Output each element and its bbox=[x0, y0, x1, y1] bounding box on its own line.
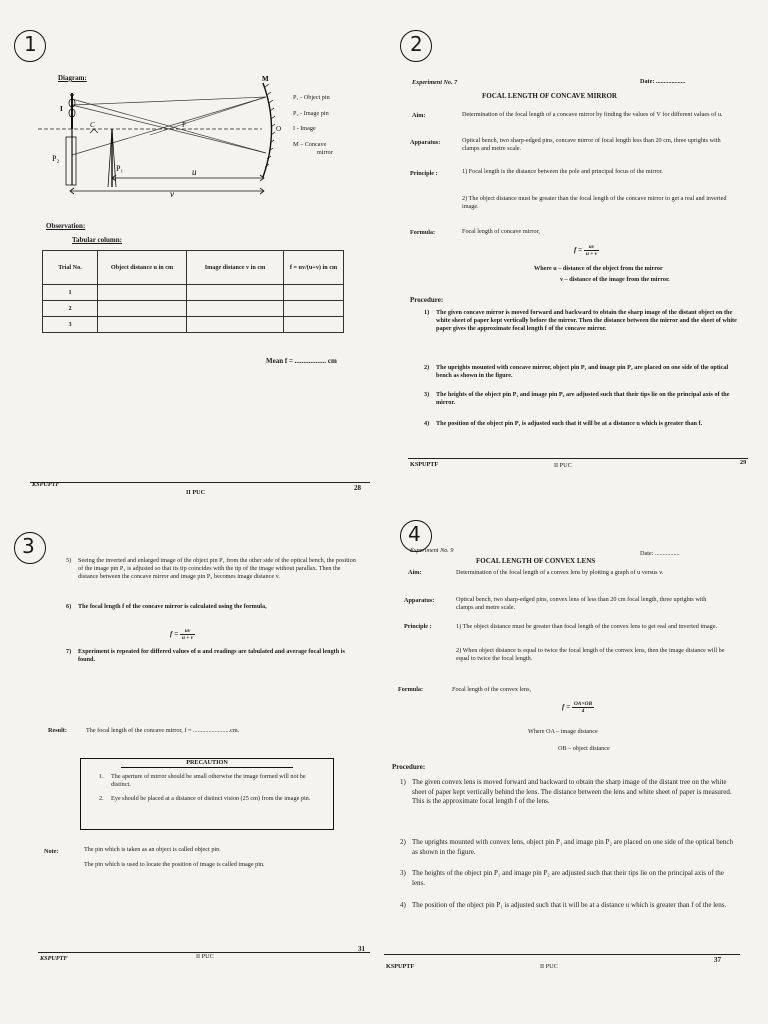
formula-text: Focal length of concave mirror, bbox=[462, 228, 540, 235]
label-M: M bbox=[262, 75, 269, 83]
label-P2: P₂ bbox=[52, 154, 60, 163]
aim-label: Aim: bbox=[412, 112, 426, 119]
procedure-step: 2) The uprights mounted with concave mirror, object pin P₁ and image pin P₂ are placed on one side of the optical bench as shown in the figure. bbox=[424, 364, 729, 380]
table-header: Trial No. bbox=[43, 251, 98, 285]
concave-mirror-diagram bbox=[30, 75, 300, 205]
principle-2: 2) When object distance is equal to twice the focal length of the convex lens, then the image distance will be equal to twice the focal length. bbox=[456, 647, 725, 663]
formula-f: f = $\frac{uv}{u + v}$ bbox=[574, 244, 598, 257]
experiment-title: FOCAL LENGTH OF CONVEX LENS bbox=[476, 557, 596, 565]
table-row bbox=[43, 317, 344, 333]
footer-rule bbox=[30, 482, 370, 483]
label-v: v bbox=[170, 189, 174, 199]
footer-mid: II PUC bbox=[554, 462, 572, 469]
where-1: Where OA – image distance bbox=[528, 728, 598, 735]
footer-rule bbox=[408, 458, 748, 459]
apparatus-text: Optical bench, two sharp-edged pins, convex lens of less than 20 cm focal length, three uprights with clamps and metre scale. bbox=[456, 596, 707, 612]
apparatus-text: Optical bench, two sharp-edged pins, concave mirror of focal length less than 20 cm, three uprights with clamps and metre scale. bbox=[462, 137, 721, 153]
footer-page: 29 bbox=[740, 459, 747, 466]
principle-label: Principle : bbox=[410, 170, 438, 177]
procedure-step: 2) The uprights mounted with convex lens, object pin P₁ and image pin P₂ are placed on one side of the optical bench as shown in the figure. bbox=[400, 838, 733, 856]
apparatus-label: Apparatus: bbox=[404, 597, 435, 604]
tabular-label: Tabular column: bbox=[72, 236, 122, 244]
page-number: 3 bbox=[22, 534, 35, 558]
procedure-step: 7) Experiment is repeated for differed values of u and readings are tabulated and average focal length is found. bbox=[66, 648, 345, 664]
principle-1: 1) Focal length is the distance between the pole and principal focus of the mirror. bbox=[462, 168, 663, 175]
procedure-step: 4) The position of the object pin P₁ is adjusted such that it will be at a distance u which is greater than f of the lens. bbox=[400, 901, 727, 909]
footer-left: KSPUPTF bbox=[410, 461, 439, 468]
observation-table bbox=[42, 250, 344, 333]
page-number: 4 bbox=[408, 522, 421, 546]
date: Date: ................ bbox=[640, 550, 680, 557]
where-1: Where u – distance of the object from the mirror bbox=[534, 265, 663, 272]
label-P1: P₁ bbox=[116, 164, 124, 173]
precaution-item: 2. Eye should be placed at a distance of distinct vision (25 cm) from the image pin. bbox=[99, 795, 311, 802]
page-3 bbox=[0, 512, 384, 1024]
formula-text: Focal length of the convex lens, bbox=[452, 686, 532, 693]
table-row bbox=[43, 285, 344, 301]
note-2: The pin which is used to locate the position of image is called image pin. bbox=[84, 861, 265, 868]
label-O: O bbox=[276, 125, 282, 133]
principle-label: Principle : bbox=[404, 623, 432, 630]
precaution-title: PRECAUTION bbox=[121, 759, 293, 768]
where-2: v – distance of the image from the mirror. bbox=[560, 276, 670, 283]
principle-2: 2) The object distance must be greater than the focal length of the concave mirror to get a real and inverted image. bbox=[462, 195, 727, 211]
procedure-step: 1) The given convex lens is moved forward and backward to obtain the sharp image of the distant tree on the white sheet of paper kept vertically behind the lens. The distance between the lens and white sheet of paper is measured. This is the approximate focal length f of the lens. bbox=[400, 778, 732, 805]
formula-f: f = $\frac{uv}{u + v}$ bbox=[170, 628, 194, 641]
footer-mid: II PUC bbox=[196, 953, 214, 960]
legend-line: M – Concave bbox=[293, 140, 327, 148]
date: Date: ................... bbox=[640, 78, 686, 85]
procedure-step: 3) The heights of the object pin P₁ and image pin P₂ are adjusted such that their tips lie on the principal axis of the lens. bbox=[400, 869, 724, 887]
procedure-step: 4) The position of the object pin P₁ is adjusted such that it will be at a distance u which is greater than f. bbox=[424, 420, 703, 427]
result-text: The focal length of the concave mirror, f = ........................cm. bbox=[86, 727, 240, 734]
mean-value: Mean f = .................. cm bbox=[266, 357, 337, 365]
procedure-step: 3) The heights of the object pin P₁ and image pin P₂ are adjusted such that their tips lie on the principal axis of the mirror. bbox=[424, 391, 730, 407]
label-u: u bbox=[192, 167, 197, 177]
page-number: 2 bbox=[410, 32, 423, 56]
legend-line: P₁ - Object pin bbox=[293, 94, 330, 101]
procedure-label: Procedure: bbox=[410, 296, 444, 304]
table-header-row bbox=[43, 251, 344, 285]
footer-rule bbox=[384, 954, 740, 955]
trial-no: 1 bbox=[43, 285, 98, 301]
page-1 bbox=[0, 0, 384, 512]
legend-line: I - Image bbox=[293, 125, 316, 133]
where-2: OB – object distance bbox=[558, 745, 610, 752]
table-header: f = uv/(u+v) in cm bbox=[284, 251, 344, 285]
trial-no: 3 bbox=[43, 317, 98, 333]
observation-label: Observation: bbox=[46, 222, 86, 230]
aim-text: Determination of the focal length of a convex lens by plotting a graph of u versus v. bbox=[456, 569, 664, 576]
procedure-label: Procedure: bbox=[392, 763, 426, 771]
table-row bbox=[43, 301, 344, 317]
experiment-title: FOCAL LENGTH OF CONCAVE MIRROR bbox=[482, 92, 617, 100]
precaution-box bbox=[80, 758, 334, 830]
legend bbox=[293, 94, 333, 157]
table-header: Object distance u in cm bbox=[98, 251, 187, 285]
note-1: The pin which is taken as an object is called object pin. bbox=[84, 846, 221, 853]
footer-left: KSPUPTF bbox=[32, 481, 60, 488]
precaution-item: 1. The aperture of mirror should be small otherwise the image formed will not be distinct. bbox=[99, 773, 306, 789]
apparatus-label: Apparatus: bbox=[410, 139, 441, 146]
label-F: F bbox=[182, 121, 186, 129]
experiment-number: Experiment No. 9 bbox=[410, 547, 454, 554]
note-label: Note: bbox=[44, 848, 59, 855]
aim-label: Aim: bbox=[408, 569, 422, 576]
footer-mid: II PUC bbox=[540, 963, 558, 970]
diagram-label: Diagram: bbox=[58, 74, 87, 82]
footer-page: 28 bbox=[354, 484, 361, 492]
footer-left: KSPUPTF bbox=[386, 963, 415, 970]
footer-page: 31 bbox=[358, 945, 365, 953]
procedure-step: 1) The given concave mirror is moved forward and backward to obtain the sharp image of the distant object on the white sheet of paper kept vertically before the mirror. Then the distance between the mirror and the sheet of white paper gives the approximate focal length f of the concave mirror. bbox=[424, 309, 737, 333]
page-4 bbox=[384, 512, 768, 1024]
procedure-step: 5) Seeing the inverted and enlarged image of the object pin P₁ from the other side of the optical bench, the position of the image pin P₂ is adjusted so that its tip coincides with the tip of the image without parallax. Then the distance between the concave mirror and image pin P₂ becomes image distance v. bbox=[66, 557, 356, 581]
table-header: Image distance v in cm bbox=[187, 251, 284, 285]
formula-label: Formula: bbox=[410, 229, 436, 236]
principle-1: 1) The object distance must be greater than focal length of the convex lens to get real and inverted image. bbox=[456, 623, 718, 630]
aim-text: Determination of the focal length of a concave mirror by finding the values of V for different values of u. bbox=[462, 111, 723, 118]
result-label: Result: bbox=[48, 727, 67, 734]
page-2 bbox=[384, 0, 768, 512]
formula-f: f = $\frac{OA\times OB}{4}$ bbox=[562, 701, 593, 714]
footer-page: 37 bbox=[714, 956, 721, 964]
footer-mid: II PUC bbox=[186, 489, 206, 496]
trial-no: 2 bbox=[43, 301, 98, 317]
legend-line: P₂ - Image pin bbox=[293, 110, 329, 118]
legend-line: mirror bbox=[317, 148, 333, 156]
footer-left: KSPUPTF bbox=[40, 955, 68, 962]
formula-label: Formula: bbox=[398, 686, 424, 693]
label-I: I bbox=[60, 105, 63, 113]
label-C: C bbox=[90, 121, 95, 129]
page-number: 1 bbox=[24, 32, 37, 56]
experiment-number: Experiment No. 7 bbox=[412, 79, 458, 86]
procedure-step: 6) The focal length f of the concave mirror is calculated using the formula, bbox=[66, 603, 267, 610]
